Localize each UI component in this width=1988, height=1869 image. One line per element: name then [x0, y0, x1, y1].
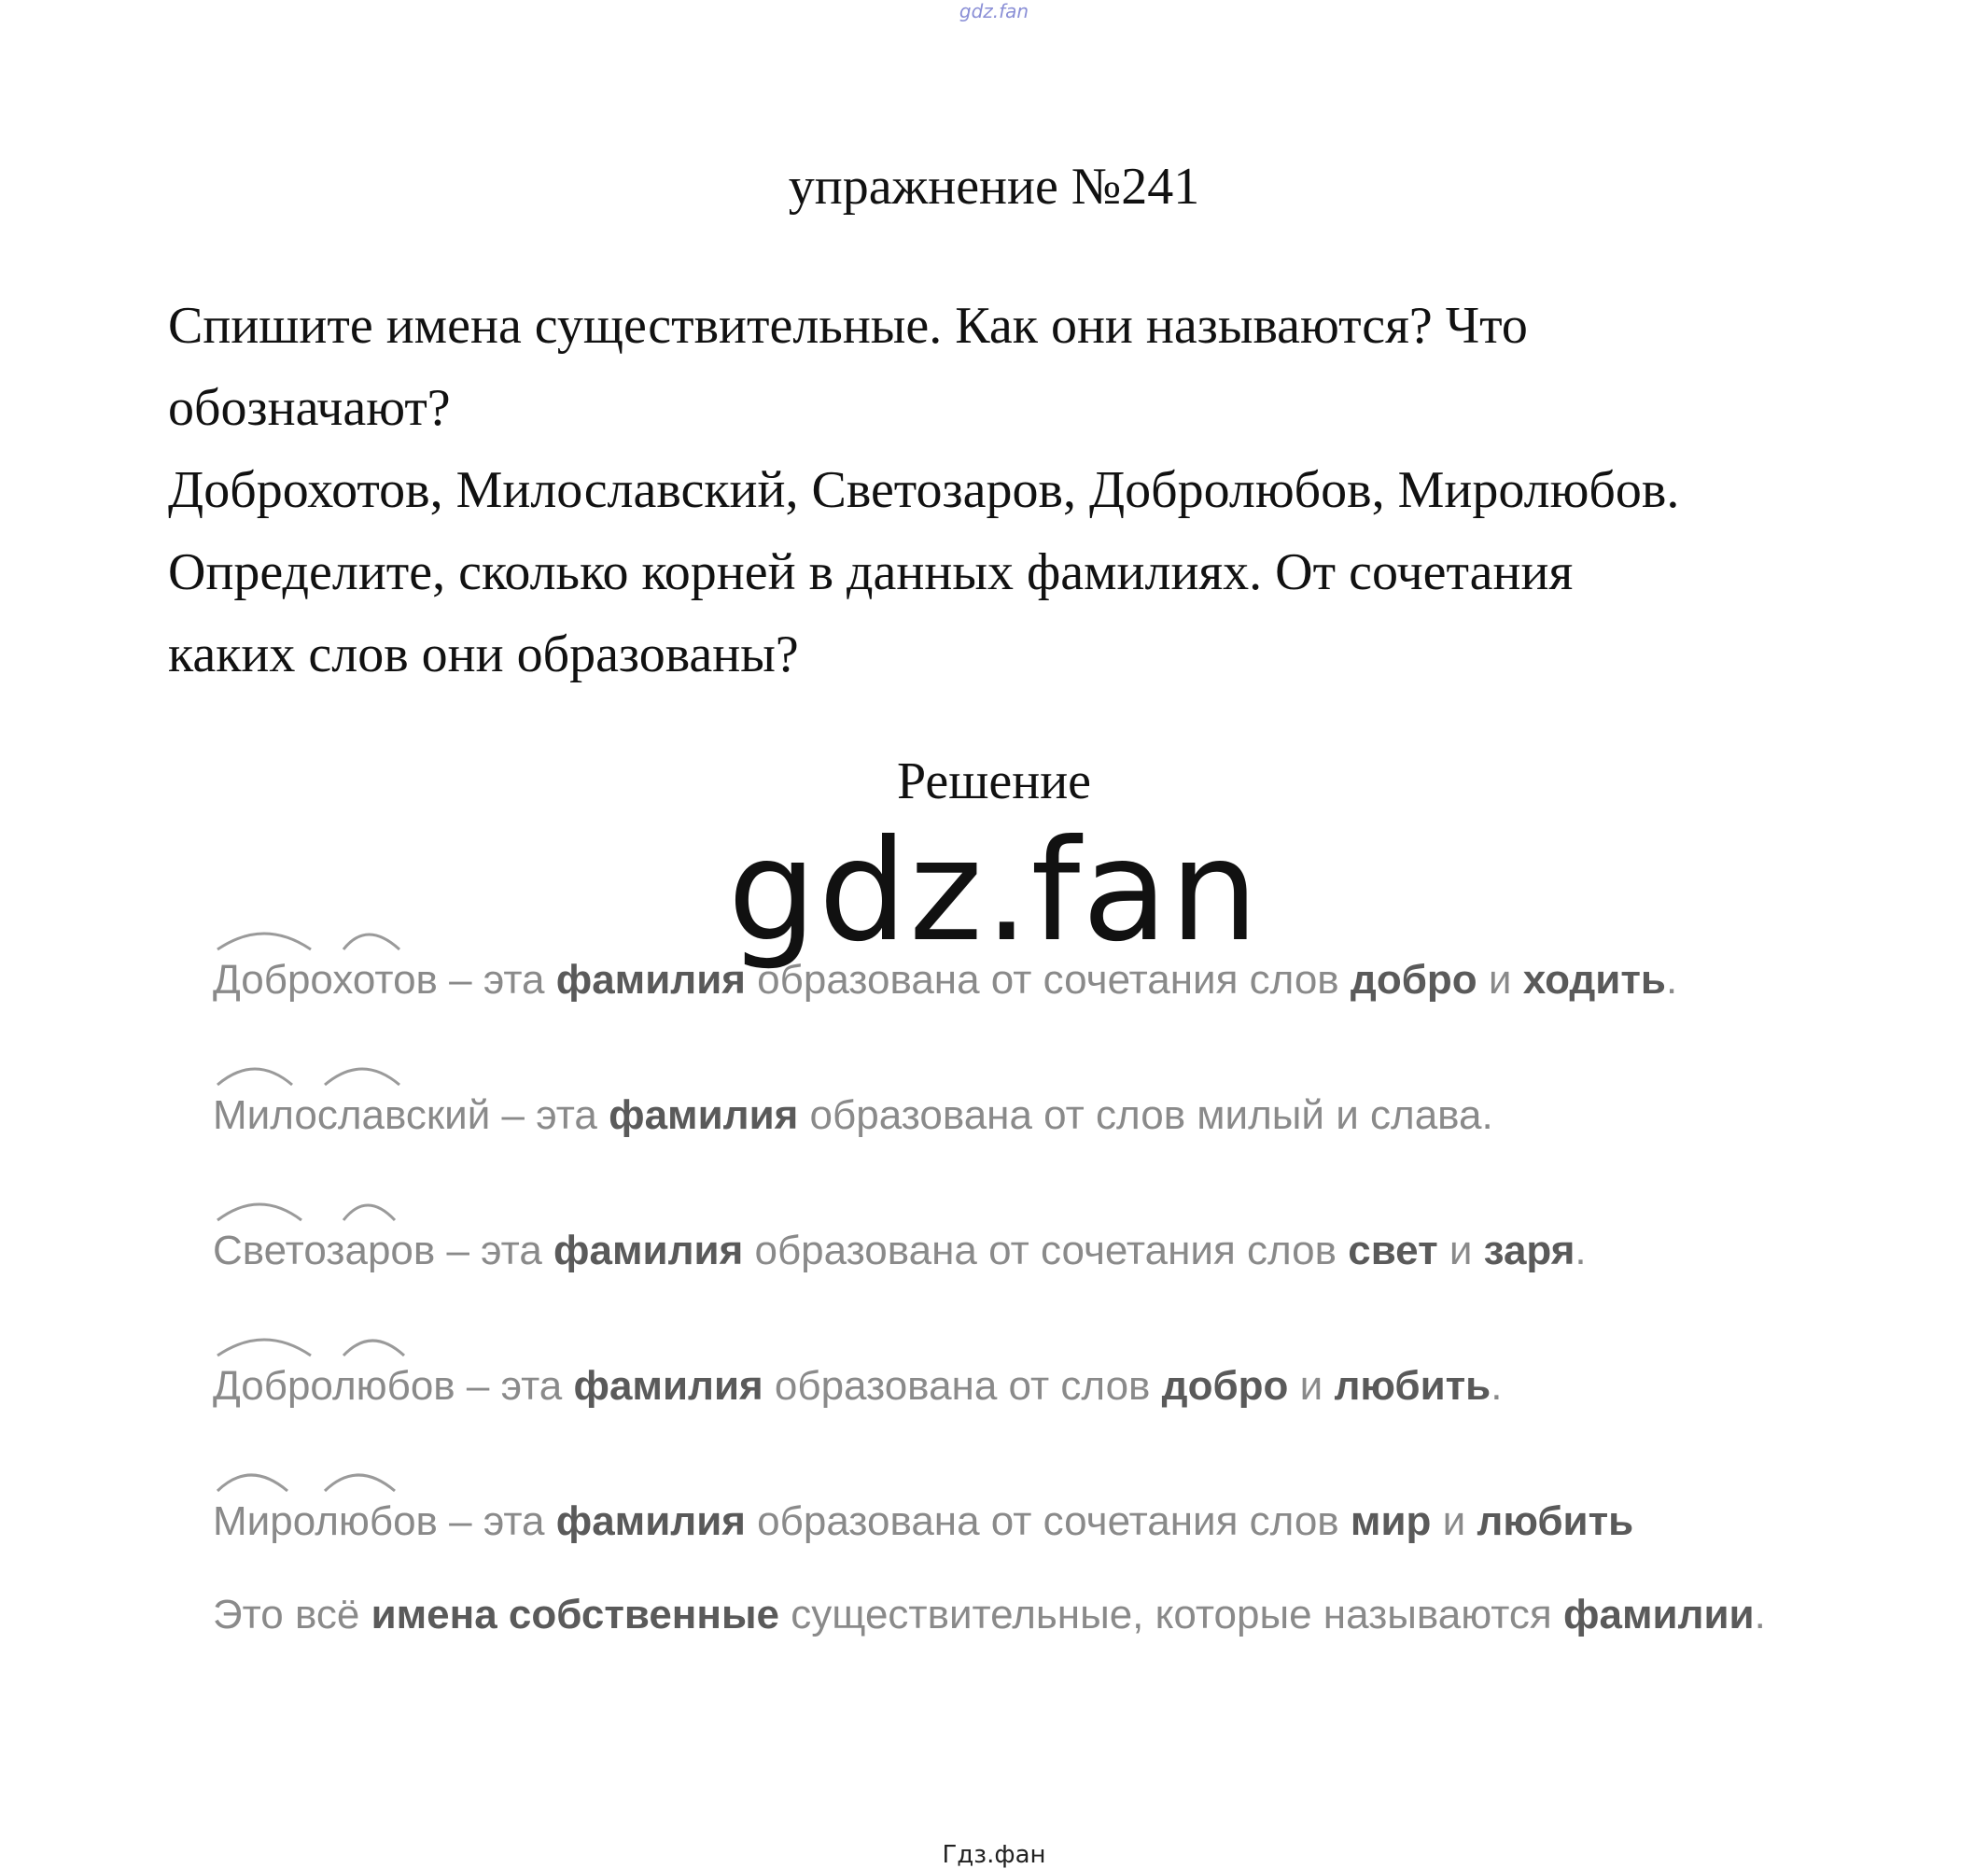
answer-bold: любить — [1477, 1498, 1634, 1544]
answer-text: образована от слов милый и слава. — [798, 1092, 1493, 1138]
answer-text: . — [1491, 1363, 1503, 1409]
answer-text: образована от слов — [763, 1363, 1162, 1409]
footer-text: Гдз.фан — [942, 1841, 1046, 1869]
root-arcs-icon — [213, 916, 399, 953]
summary-line — [213, 1592, 1766, 1638]
summary-text: существительные, которые называются — [779, 1592, 1563, 1637]
task-text — [168, 285, 1848, 696]
answer-text: – эта — [437, 1498, 556, 1544]
answer-text: . — [1665, 957, 1678, 1003]
answer-text: – эта — [435, 1228, 554, 1273]
task-line: Определите, сколько корней в данных фамилиях. От сочетания — [168, 543, 1574, 601]
surname-word — [213, 1228, 435, 1274]
answer-bold: фамилия — [573, 1363, 763, 1409]
answer-bold: заря — [1483, 1228, 1575, 1273]
root-arcs-icon — [213, 1051, 399, 1089]
summary-bold: имена собственные — [371, 1592, 780, 1637]
answer-text: образована от сочетания слов — [745, 957, 1351, 1003]
answer-text: и — [1288, 1363, 1335, 1409]
task-line: обозначают? — [168, 379, 451, 437]
surname-text: Милославский — [213, 1092, 491, 1138]
answer-text: . — [1575, 1228, 1587, 1273]
answer-text: и — [1477, 957, 1523, 1003]
answer-text: и — [1431, 1498, 1477, 1544]
answer-bold: ходить — [1522, 957, 1666, 1003]
answer-bold: свет — [1348, 1228, 1438, 1273]
answer-bold: мир — [1350, 1498, 1432, 1544]
answer-bold: фамилия — [555, 1498, 746, 1544]
summary-bold: фамилии — [1562, 1592, 1755, 1637]
summary-text: Это всё — [213, 1592, 371, 1637]
surname-text: Доброхотов — [213, 957, 438, 1003]
surname-text: Миролюбов — [213, 1498, 438, 1544]
answer-text: – эта — [455, 1363, 574, 1409]
solution-heading: Решение — [896, 752, 1092, 810]
answer-text: образована от сочетания слов — [745, 1498, 1351, 1544]
answer-text: образована от сочетания слов — [743, 1228, 1349, 1273]
surname-word — [213, 1498, 438, 1545]
answer-bold: фамилия — [553, 1228, 744, 1273]
surname-word — [213, 1092, 490, 1139]
surname-word — [213, 1363, 455, 1410]
surname-word — [213, 957, 438, 1004]
surname-text: Светозаров — [213, 1228, 436, 1273]
summary-text: . — [1754, 1592, 1766, 1637]
answer-bold: добро — [1161, 1363, 1289, 1409]
answer-text: – эта — [490, 1092, 609, 1138]
task-line: Доброхотов, Милославский, Светозаров, Добролюбов, Миролюбов. — [168, 461, 1680, 519]
answer-bold: фамилия — [555, 957, 746, 1003]
answer-text: – эта — [437, 957, 556, 1003]
answer-line — [213, 957, 1677, 1004]
root-arcs-icon — [213, 1322, 399, 1359]
answer-line — [213, 1498, 1633, 1545]
task-line: каких слов они образованы? — [168, 625, 799, 683]
answer-bold: любить — [1334, 1363, 1491, 1409]
answer-line — [213, 1228, 1587, 1274]
root-arcs-icon — [213, 1187, 399, 1224]
answer-text: и — [1437, 1228, 1484, 1273]
root-arcs-icon — [213, 1457, 399, 1495]
answer-bold: добро — [1350, 957, 1477, 1003]
exercise-title: упражнение №241 — [788, 158, 1200, 216]
site-mark: gdz.fan — [959, 0, 1029, 22]
answer-line — [213, 1092, 1493, 1139]
answer-line — [213, 1363, 1502, 1410]
watermark-logo: gdz.fan — [727, 810, 1261, 973]
task-line: Спишите имена существительные. Как они называются? Что — [168, 297, 1528, 355]
surname-text: Добролюбов — [213, 1363, 455, 1409]
answer-bold: фамилия — [609, 1092, 799, 1138]
